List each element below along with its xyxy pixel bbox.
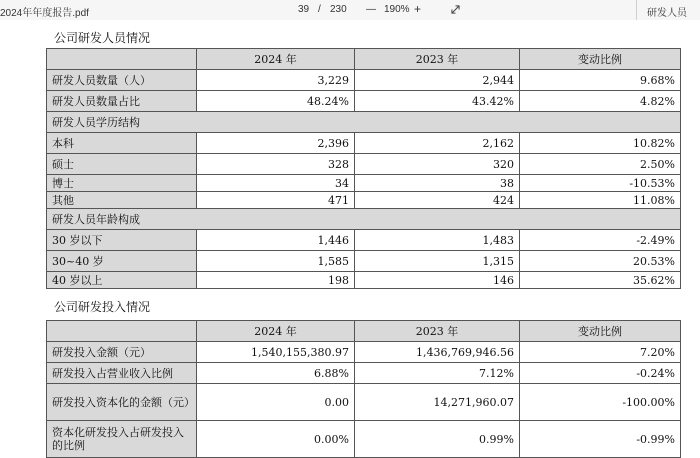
row-label: 博士: [47, 175, 197, 192]
row-label: 研发投入资本化的金额（元）: [47, 384, 197, 421]
value-2024: 34: [197, 175, 355, 192]
table-header-row: [47, 321, 681, 342]
investment-table: [46, 320, 681, 458]
zoom-out-button[interactable]: —: [366, 4, 376, 15]
value-2023: 320: [355, 154, 520, 175]
value-2024: 471: [197, 192, 355, 209]
row-label: 硕士: [47, 154, 197, 175]
row-label: 40 岁以上: [47, 272, 197, 289]
header-cell: 变动比例: [520, 49, 681, 70]
value-2023: 43.42%: [355, 91, 520, 112]
change-ratio: -0.99%: [520, 421, 681, 458]
value-2023: 1,483: [355, 230, 520, 251]
value-2023: 0.99%: [355, 421, 520, 458]
table-row: [47, 421, 681, 458]
page-separator: /: [318, 4, 321, 15]
value-2023: 38: [355, 175, 520, 192]
value-2024: 0.00: [197, 384, 355, 421]
change-ratio: 2.50%: [520, 154, 681, 175]
change-ratio: 4.82%: [520, 91, 681, 112]
table-row: [47, 251, 681, 272]
table-row: [47, 70, 681, 91]
value-2023: 2,944: [355, 70, 520, 91]
value-2024: 48.24%: [197, 91, 355, 112]
table-row: [47, 363, 681, 384]
pdf-viewer-toolbar: [0, 0, 700, 21]
header-cell: 2023 年: [355, 321, 520, 342]
row-label: 研发投入金额（元）: [47, 342, 197, 363]
header-cell: [47, 321, 197, 342]
zoom-level[interactable]: 190%: [384, 4, 410, 15]
header-cell: 2023 年: [355, 49, 520, 70]
table-row: [47, 192, 681, 209]
header-cell: [47, 49, 197, 70]
table-row: [47, 133, 681, 154]
toolbar-divider: [636, 0, 637, 20]
change-ratio: 20.53%: [520, 251, 681, 272]
value-2024: 198: [197, 272, 355, 289]
row-label: 其他: [47, 192, 197, 209]
table-header-row: [47, 49, 681, 70]
change-ratio: -2.49%: [520, 230, 681, 251]
group-title: 研发人员学历结构: [47, 112, 681, 133]
value-2024: 1,540,155,380.97: [197, 342, 355, 363]
personnel-table: [46, 48, 681, 289]
table-row: [47, 272, 681, 289]
row-label: 研发人员数量（人）: [47, 70, 197, 91]
table-row: [47, 230, 681, 251]
change-ratio: 35.62%: [520, 272, 681, 289]
search-field[interactable]: 研发人员: [647, 8, 687, 19]
table-row: [47, 384, 681, 421]
table-row: [47, 175, 681, 192]
table-row: [47, 154, 681, 175]
change-ratio: 11.08%: [520, 192, 681, 209]
row-label: 研发人员数量占比: [47, 91, 197, 112]
header-cell: 2024 年: [197, 321, 355, 342]
header-cell: 2024 年: [197, 49, 355, 70]
page-number-field[interactable]: 39: [298, 4, 310, 15]
personnel-section-title: 公司研发人员情况: [54, 31, 151, 45]
row-label: 研发投入占营业收入比例: [47, 363, 197, 384]
change-ratio: 9.68%: [520, 70, 681, 91]
value-2023: 7.12%: [355, 363, 520, 384]
document-filename: 2024年年度报告.pdf: [0, 8, 89, 19]
value-2024: 328: [197, 154, 355, 175]
table-row: [47, 342, 681, 363]
group-header-row: [47, 112, 681, 133]
row-label: 30 岁以下: [47, 230, 197, 251]
change-ratio: -10.53%: [520, 175, 681, 192]
row-label: 资本化研发投入占研发投入的比例: [47, 421, 197, 458]
header-cell: 变动比例: [520, 321, 681, 342]
row-label: 30~40 岁: [47, 251, 197, 272]
value-2023: 424: [355, 192, 520, 209]
value-2023: 2,162: [355, 133, 520, 154]
value-2023: 1,315: [355, 251, 520, 272]
value-2023: 14,271,960.07: [355, 384, 520, 421]
value-2024: 3,229: [197, 70, 355, 91]
zoom-in-button[interactable]: +: [414, 2, 422, 16]
change-ratio: -100.00%: [520, 384, 681, 421]
pdf-page: [0, 20, 700, 458]
value-2024: 2,396: [197, 133, 355, 154]
group-title: 研发人员年龄构成: [47, 209, 681, 230]
investment-section-title: 公司研发投入情况: [54, 300, 151, 314]
value-2024: 1,585: [197, 251, 355, 272]
group-header-row: [47, 209, 681, 230]
table-row: [47, 91, 681, 112]
value-2023: 1,436,769,946.56: [355, 342, 520, 363]
row-label: 本科: [47, 133, 197, 154]
change-ratio: -0.24%: [520, 363, 681, 384]
value-2024: 1,446: [197, 230, 355, 251]
page-total: 230: [330, 4, 347, 15]
expand-icon[interactable]: [451, 5, 460, 17]
value-2023: 146: [355, 272, 520, 289]
value-2024: 6.88%: [197, 363, 355, 384]
change-ratio: 10.82%: [520, 133, 681, 154]
change-ratio: 7.20%: [520, 342, 681, 363]
value-2024: 0.00%: [197, 421, 355, 458]
